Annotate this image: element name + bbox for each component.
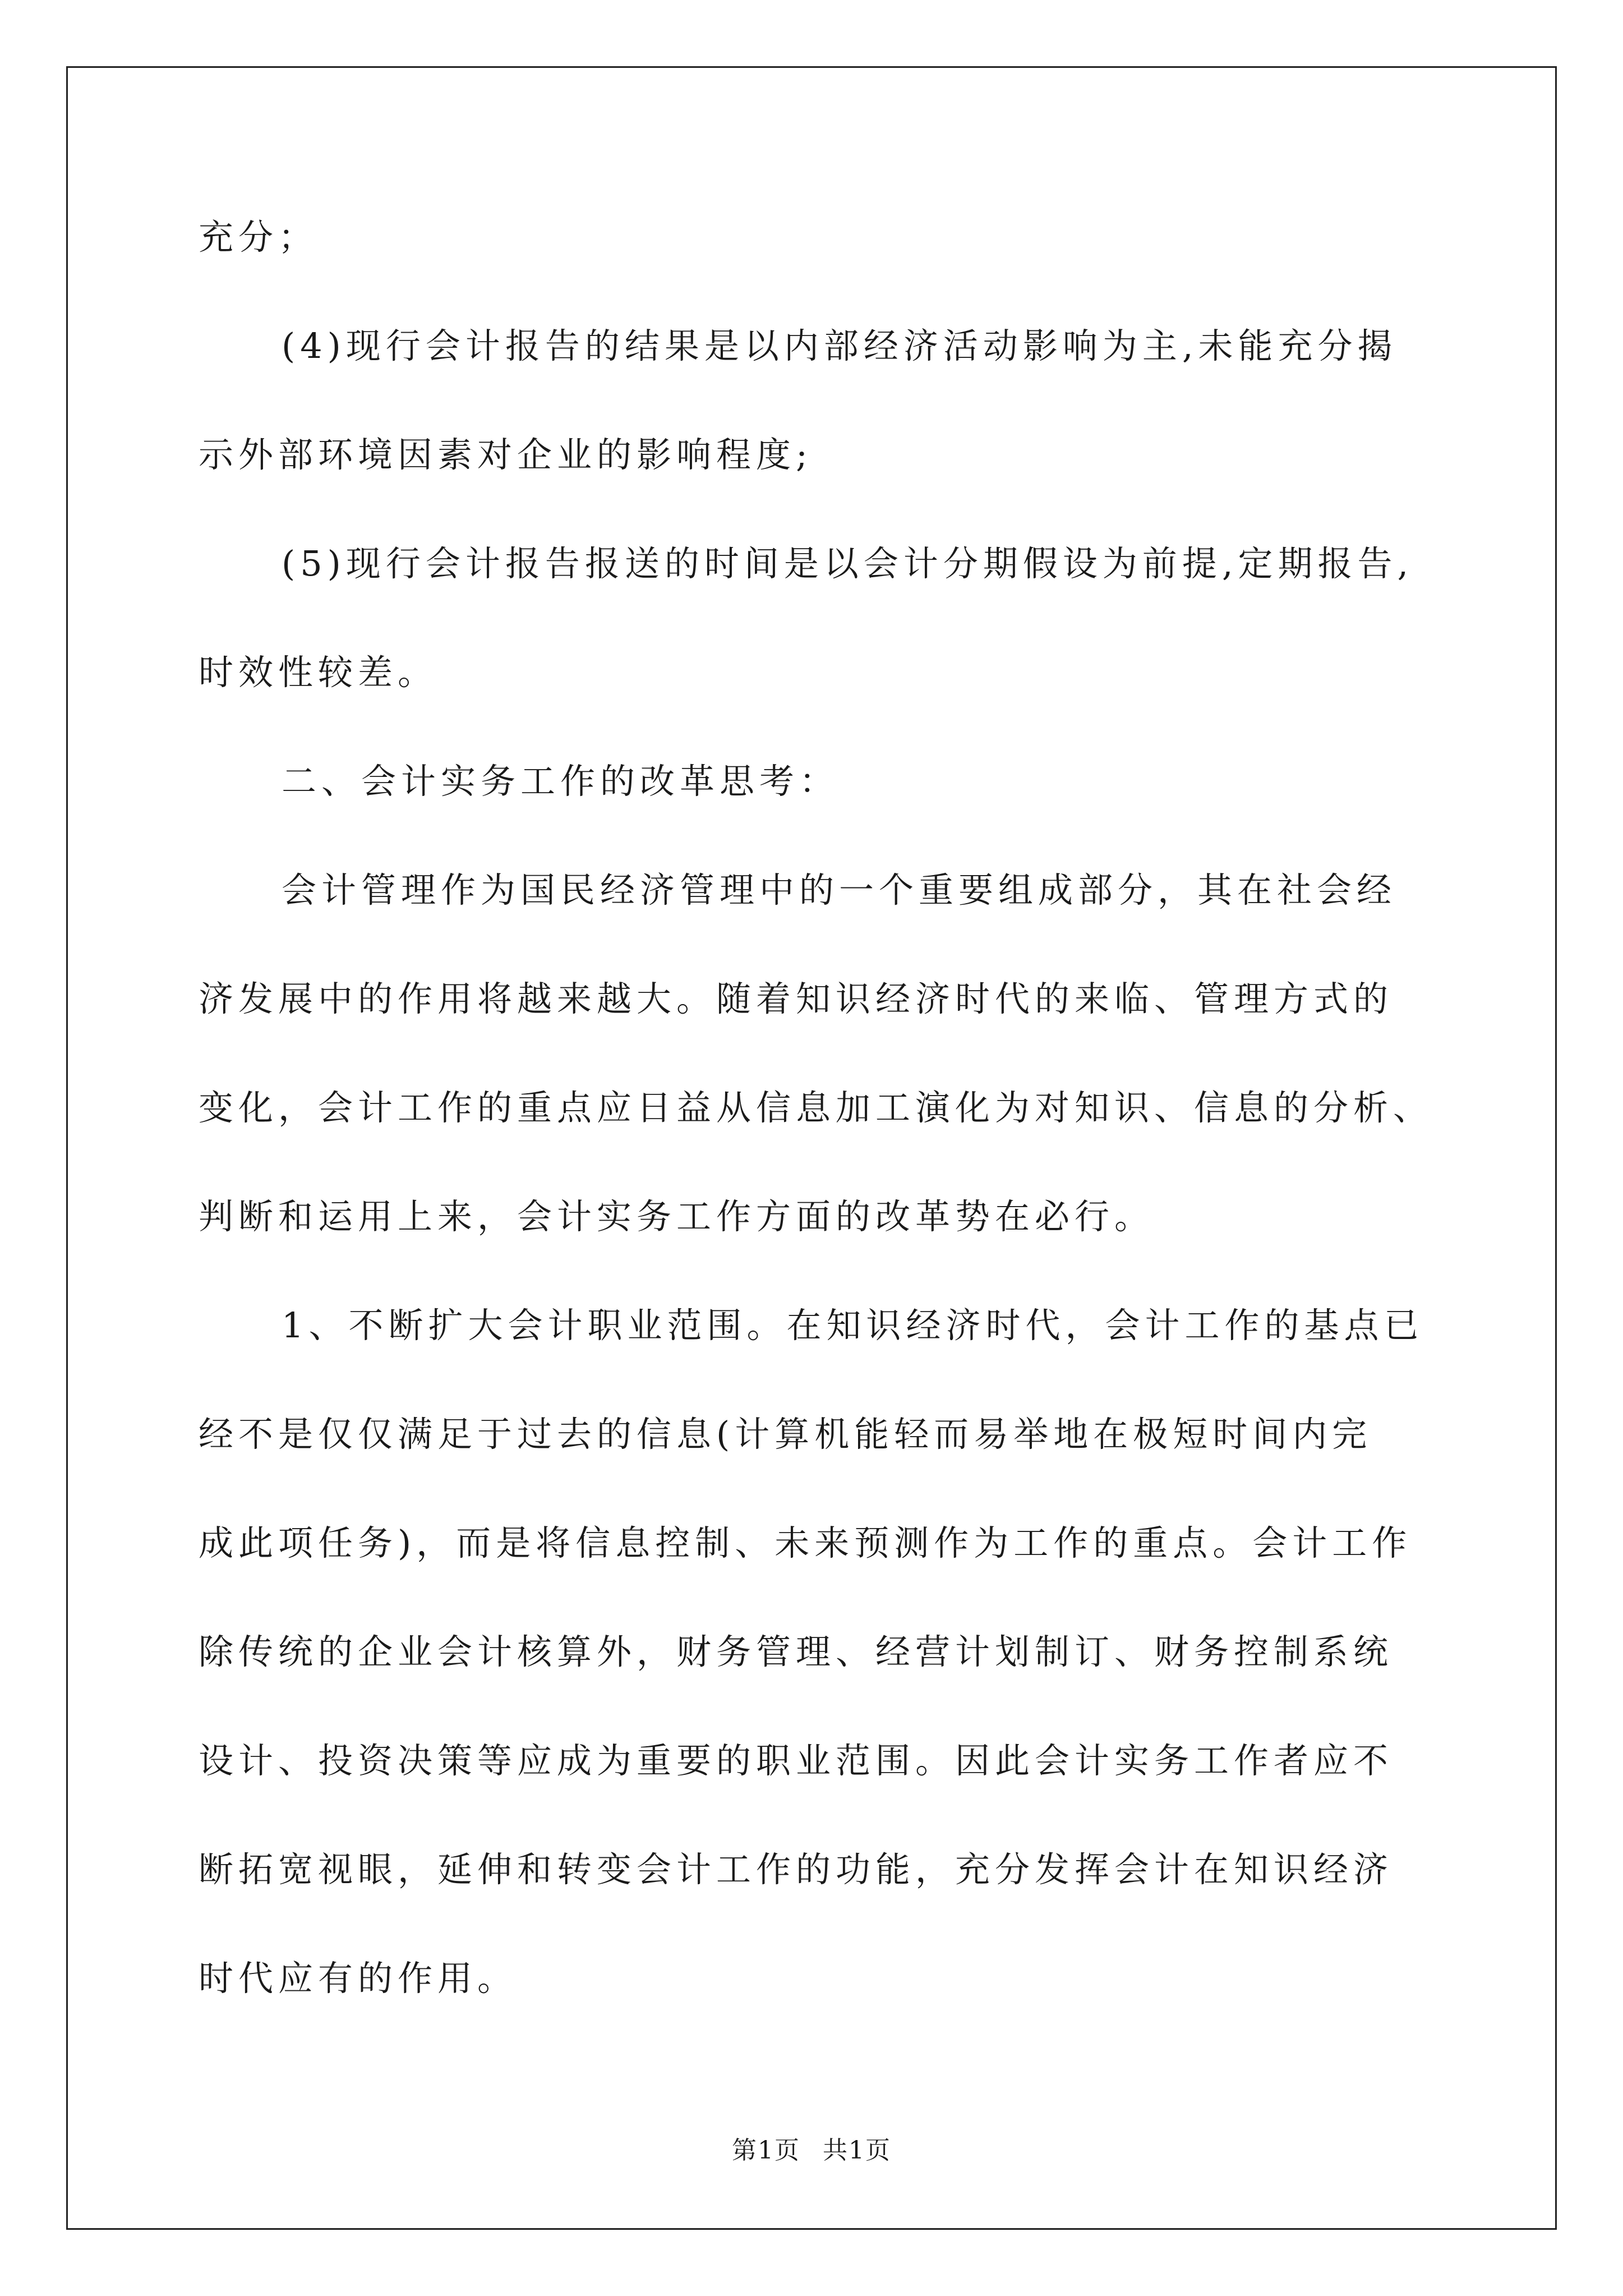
text-line: 时效性较差。 (199, 652, 438, 693)
page-border (66, 66, 1557, 2230)
text-line: (5)现行会计报告报送的时间是以会计分期假设为前提,定期报告, (282, 543, 1414, 584)
text-line: 除传统的企业会计核算外，财务管理、经营计划制订、财务控制系统 (199, 1631, 1394, 1672)
text-line: 成此项任务)，而是将信息控制、未来预测作为工作的重点。会计工作 (199, 1522, 1412, 1563)
text-line: 时代应有的作用。 (199, 1958, 518, 1999)
page-number: 第1页 (732, 2136, 800, 2165)
text-line: 变化，会计工作的重点应日益从信息加工演化为对知识、信息的分析、 (199, 1087, 1433, 1128)
text-line: 1、不断扩大会计职业范围。在知识经济时代，会计工作的基点已 (282, 1305, 1424, 1346)
page-total: 共1页 (823, 2136, 891, 2165)
text-line: 断拓宽视眼，延伸和转变会计工作的功能，充分发挥会计在知识经济 (199, 1849, 1394, 1890)
text-line: 济发展中的作用将越来越大。随着知识经济时代的来临、管理方式的 (199, 978, 1394, 1019)
text-line: 会计管理作为国民经济管理中的一个重要组成部分，其在社会经 (282, 869, 1397, 910)
text-line: 充分； (199, 217, 319, 257)
text-line: 示外部环境因素对企业的影响程度; (199, 434, 813, 475)
page-footer (0, 2138, 1623, 2163)
text-line: 判断和运用上来，会计实务工作方面的改革势在必行。 (199, 1196, 1155, 1237)
text-line: 经不是仅仅满足于过去的信息(计算机能轻而易举地在极短时间内完 (199, 1414, 1372, 1455)
text-line: 设计、投资决策等应成为重要的职业范围。因此会计实务工作者应不 (199, 1740, 1394, 1781)
section-heading: 二、会计实务工作的改革思考： (282, 761, 840, 802)
text-line: (4)现行会计报告的结果是以内部经济活动影响为主,未能充分揭 (282, 325, 1398, 366)
